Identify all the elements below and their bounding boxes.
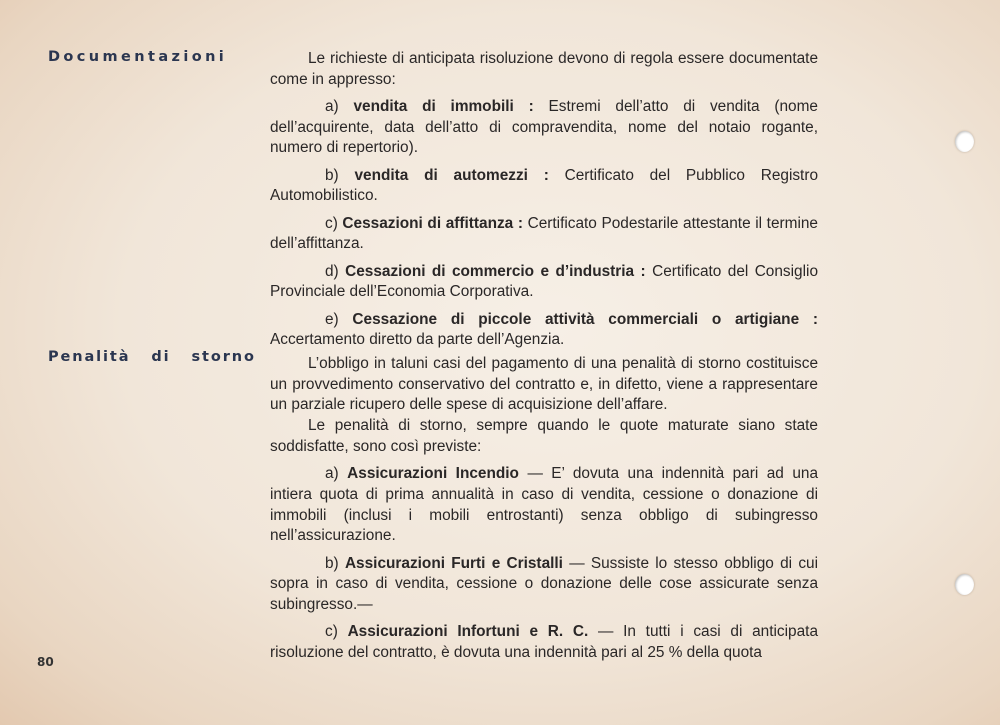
item-separator: : (517, 214, 523, 232)
item-heading: vendita di immobili (353, 98, 514, 115)
list-item (270, 464, 818, 547)
section-title-documentazioni: Documentazioni (48, 49, 228, 65)
item-marker: a) (325, 98, 339, 115)
punch-hole-top (955, 131, 974, 152)
item-separator: — (527, 465, 543, 483)
item-heading: Assicurazioni Furti e Cristalli (344, 554, 563, 572)
paragraph: L’obbligo in taluni casi del pagamento di una penalità di storno costituisce un provvedimento conservativo del contratto e, in difetto, viene a rappresentare un parziale ricupero delle spese di acquisizione dell’affare. (270, 355, 818, 414)
list-item (270, 214, 818, 255)
item-separator: : (528, 98, 534, 115)
item-text: In tutti i casi di anticipata risoluzione del contratto, è dovuta una indennità pari al 25 % della quota (270, 623, 819, 661)
section-title-penalita: Penalità di storno (48, 349, 256, 365)
item-heading: Assicurazioni Incendio (347, 465, 519, 483)
section-body-penalita (270, 354, 818, 664)
item-heading: Cessazione di piccole attività commerciali o artigiane (352, 310, 800, 328)
item-heading: Assicurazioni Infortuni e R. C. (347, 623, 589, 641)
item-separator: : (640, 262, 646, 280)
item-separator: — (569, 554, 585, 572)
item-separator: : (812, 310, 819, 328)
item-text: Certificato del Pubblico Registro Automobilistico. (270, 166, 819, 205)
item-heading: Cessazioni di commercio e d’industria (345, 262, 635, 280)
list-item (270, 310, 818, 351)
intro-paragraph: Le richieste di anticipata risoluzione devono di regola essere documentate come in appresso: (270, 50, 818, 88)
item-text: Certificato Podestarile attestante il termine dell’affittanza. (270, 214, 818, 253)
item-separator: — (597, 623, 614, 641)
item-text: Accertamento diretto da parte dell’Agenzia. (270, 331, 565, 349)
paragraph: Le penalità di storno, sempre quando le quote maturate siano state soddisfatte, sono così previste: (270, 417, 818, 455)
list-item (270, 262, 818, 303)
list-item (270, 622, 818, 663)
item-heading: vendita di automezzi (354, 166, 528, 184)
punch-hole-bottom (955, 574, 974, 595)
item-separator: : (543, 166, 549, 184)
item-marker: c) (325, 623, 338, 641)
item-marker: d) (325, 262, 339, 280)
item-text: Certificato del Consiglio Provinciale dell’Economia Corporativa. (270, 262, 819, 301)
list-item (270, 554, 818, 616)
list-item (270, 166, 818, 207)
page-number: 80 (37, 655, 54, 669)
item-marker: b) (325, 166, 339, 184)
item-text: Estremi dell’atto di vendita (nome dell’acquirente, data dell’atto di compravendita, nome del notaio rogante, numero di repertorio). (270, 98, 818, 157)
item-marker: b) (325, 554, 339, 572)
item-marker: a) (325, 465, 339, 483)
item-marker: c) (325, 214, 338, 232)
item-text: Sussiste lo stesso obbligo di cui sopra in caso di vendita, cessione o donazione delle cose assicurate senza subingresso.— (270, 554, 818, 613)
item-text: E’ dovuta una indennità pari ad una intiera quota di prima annualità in caso di vendita, cessione o donazione di immobili (inclusi i mobili entrostanti) senza obbligo di subingresso nell’assicurazione. (270, 465, 819, 545)
section-body-documentazioni (270, 49, 818, 351)
item-heading: Cessazioni di affittanza (342, 214, 514, 232)
list-item (270, 97, 818, 159)
item-marker: e) (325, 310, 339, 328)
